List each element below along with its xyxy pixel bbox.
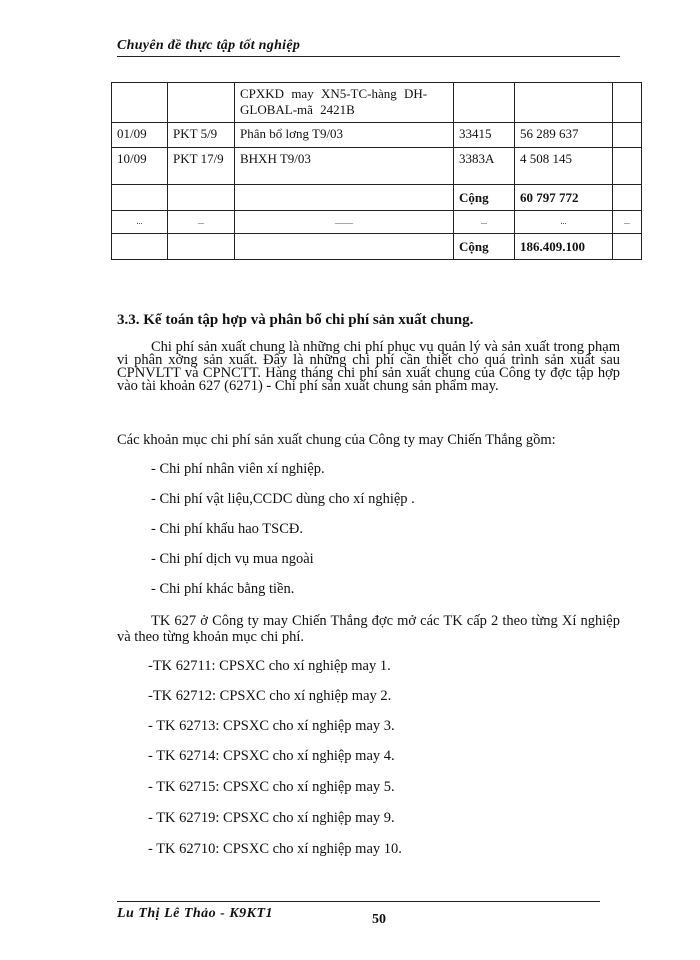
account-item: -TK 62712: CPSXC cho xí nghiệp may 2.: [148, 688, 392, 704]
total-label: Cộng: [454, 185, 515, 211]
grand-total-value: 186.409.100: [515, 234, 613, 260]
table-cell: [112, 83, 168, 123]
list-item: - Chi phí khấu hao TSCĐ.: [151, 521, 303, 537]
table-cell: 10/09: [112, 148, 168, 185]
table-row: [112, 148, 642, 185]
table-cell: [515, 83, 613, 123]
table-row: [112, 211, 642, 234]
table-row: [112, 185, 642, 211]
grand-total-label: Cộng: [454, 234, 515, 260]
table-cell: 4 508 145: [515, 148, 613, 185]
list-item: - Chi phí khác bằng tiền.: [151, 581, 295, 597]
account-item: - TK 62715: CPSXC cho xí nghiệp may 5.: [148, 779, 395, 795]
table-cell: ...: [168, 211, 235, 234]
page-number: 50: [372, 912, 386, 927]
table-cell: 3383A: [454, 148, 515, 185]
table-cell: [168, 234, 235, 260]
table-cell: [168, 83, 235, 123]
table-cell: Phân bổ lơng T9/03: [235, 123, 454, 148]
table-row: [112, 123, 642, 148]
table-cell: [112, 234, 168, 260]
list-item: - Chi phí nhân viên xí nghiệp.: [151, 461, 325, 477]
table-cell: [454, 83, 515, 123]
table-cell: BHXH T9/03: [235, 148, 454, 185]
table-cell: [235, 185, 454, 211]
ledger-table: [111, 82, 642, 260]
footer-divider: [117, 901, 600, 902]
section-heading: 3.3. Kế toán tập hợp và phân bổ chi phí sản xuất chung.: [117, 312, 474, 328]
table-cell: [613, 234, 642, 260]
header-divider: [117, 56, 620, 57]
table-cell: PKT 17/9: [168, 148, 235, 185]
table-cell: [613, 123, 642, 148]
account-item: - TK 62714: CPSXC cho xí nghiệp may 4.: [148, 748, 395, 764]
list-item: - Chi phí dịch vụ mua ngoài: [151, 551, 314, 567]
table-cell: 01/09: [112, 123, 168, 148]
table-cell: [112, 185, 168, 211]
table-cell: 33415: [454, 123, 515, 148]
table-cell: [235, 234, 454, 260]
table-cell: PKT 5/9: [168, 123, 235, 148]
account-item: - TK 62713: CPSXC cho xí nghiệp may 3.: [148, 718, 395, 734]
account-item: -TK 62711: CPSXC cho xí nghiệp may 1.: [148, 658, 391, 674]
table-cell: [613, 185, 642, 211]
table-row: [112, 234, 642, 260]
table-cell: 56 289 637: [515, 123, 613, 148]
list-item: - Chi phí vật liệu,CCDC dùng cho xí nghiệp .: [151, 491, 415, 507]
table-cell: [613, 148, 642, 185]
table-row: [112, 83, 642, 123]
table-cell: ...: [515, 211, 613, 234]
cost-items-intro: Các khoản mục chi phí sản xuất chung của Công ty may Chiến Thắng gồm:: [117, 432, 556, 448]
running-header: Chuyên đề thực tập tốt nghiệp: [117, 38, 301, 53]
account-item: - TK 62710: CPSXC cho xí nghiệp may 10.: [148, 841, 402, 857]
table-cell: ...: [613, 211, 642, 234]
accounts-paragraph: TK 627 ở Công ty may Chiến Thắng đợc mở các TK cấp 2 theo từng Xí nghiệp và theo từng khoản mục chi phí.: [117, 613, 620, 645]
table-cell: ...: [112, 211, 168, 234]
table-cell: ...: [454, 211, 515, 234]
total-value: 60 797 772: [515, 185, 613, 211]
table-cell: [613, 83, 642, 123]
table-cell: [168, 185, 235, 211]
table-cell: CPXKD may XN5-TC-hàng DH-GLOBAL-mã 2421B: [235, 83, 454, 123]
intro-paragraph: Chi phí sản xuất chung là những chi phí phục vụ quản lý và sản xuất trong phạm vi phân xởng sản xuất. Đây là những chi phí cần thiết cho quá trình sản xuất sau CPNVLTT và CPNCTT. Hàng tháng chi phí sản xuất chung của Công ty đợc tập hợp vào tài khoản 627 (6271) - Chi phí sản xuất chung sản phẩm may.: [117, 339, 620, 394]
table-cell: .........: [235, 211, 454, 234]
account-item: - TK 62719: CPSXC cho xí nghiệp may 9.: [148, 810, 395, 826]
footer-author: Lu Thị Lê Thảo - K9KT1: [117, 906, 274, 921]
